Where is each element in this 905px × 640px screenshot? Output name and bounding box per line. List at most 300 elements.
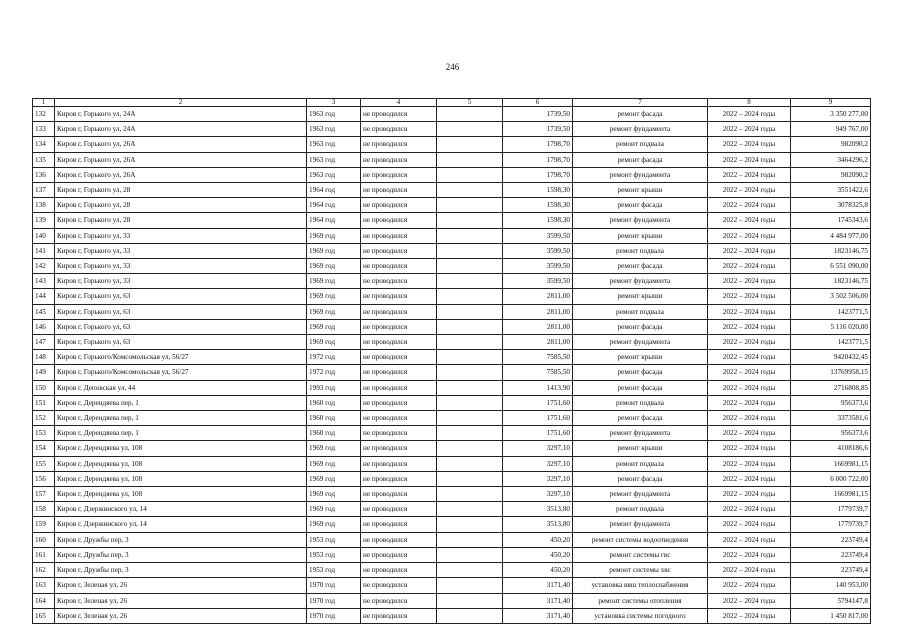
address-cell: Киров г, Дзержинского ул, 14 [55,502,307,517]
build-year-cell: 1969 год [307,289,361,304]
empty-cell [437,122,503,137]
empty-cell [437,183,503,198]
last-repair-cell: не проводился [361,335,437,350]
work-type-cell: ремонт фундамента [573,335,708,350]
last-repair-cell: не проводился [361,608,437,623]
empty-cell [437,380,503,395]
area-cell: 1751,60 [503,411,573,426]
address-cell: Киров г, Дзержинского ул, 14 [55,517,307,532]
column-number: 8 [708,99,791,107]
area-cell: 3171,40 [503,578,573,593]
table-row [33,578,871,593]
row-number: 154 [33,441,55,456]
period-cell: 2022 – 2024 годы [708,395,791,410]
cost-cell: 140 953,00 [791,578,871,593]
table-body [33,99,871,624]
work-type-cell: ремонт фундамента [573,274,708,289]
table-row [33,259,871,274]
address-cell: Киров г, Зеленая ул, 26 [55,593,307,608]
last-repair-cell: не проводился [361,213,437,228]
row-number: 139 [33,213,55,228]
cost-cell: 1669981,15 [791,487,871,502]
cost-cell: 1423771,5 [791,335,871,350]
table-row [33,441,871,456]
column-number: 6 [503,99,573,107]
area-cell: 450,20 [503,563,573,578]
period-cell: 2022 – 2024 годы [708,137,791,152]
cost-cell: 5794147,8 [791,593,871,608]
area-cell: 3599,50 [503,274,573,289]
row-number: 138 [33,198,55,213]
period-cell: 2022 – 2024 годы [708,319,791,334]
last-repair-cell: не проводился [361,502,437,517]
last-repair-cell: не проводился [361,365,437,380]
build-year-cell: 1964 год [307,183,361,198]
column-number: 1 [33,99,55,107]
empty-cell [437,198,503,213]
empty-cell [437,395,503,410]
period-cell: 2022 – 2024 годы [708,487,791,502]
cost-cell: 223749,4 [791,563,871,578]
period-cell: 2022 – 2024 годы [708,198,791,213]
empty-cell [437,274,503,289]
cost-cell: 9420432,45 [791,350,871,365]
row-number: 144 [33,289,55,304]
area-cell: 1798,70 [503,152,573,167]
row-number: 163 [33,578,55,593]
period-cell: 2022 – 2024 годы [708,107,791,122]
area-cell: 3297,10 [503,487,573,502]
cost-cell: 3551422,6 [791,183,871,198]
empty-cell [437,471,503,486]
empty-cell [437,517,503,532]
address-cell: Киров г, Дерендяева ул, 108 [55,456,307,471]
table-row [33,380,871,395]
work-type-cell: ремонт подвала [573,395,708,410]
row-number: 133 [33,122,55,137]
period-cell: 2022 – 2024 годы [708,259,791,274]
build-year-cell: 1953 год [307,547,361,562]
last-repair-cell: не проводился [361,395,437,410]
work-type-cell: ремонт системы отопления [573,593,708,608]
period-cell: 2022 – 2024 годы [708,441,791,456]
area-cell: 1798,70 [503,167,573,182]
table-row [33,183,871,198]
work-type-cell: ремонт фасада [573,471,708,486]
empty-cell [437,289,503,304]
period-cell: 2022 – 2024 годы [708,365,791,380]
row-number: 149 [33,365,55,380]
cost-cell: 6 551 090,00 [791,259,871,274]
period-cell: 2022 – 2024 годы [708,411,791,426]
row-number: 158 [33,502,55,517]
table-row [33,137,871,152]
row-number: 140 [33,228,55,243]
empty-cell [437,243,503,258]
period-cell: 2022 – 2024 годы [708,608,791,623]
last-repair-cell: не проводился [361,228,437,243]
table-row [33,517,871,532]
table-row [33,456,871,471]
area-cell: 1751,60 [503,426,573,441]
last-repair-cell: не проводился [361,547,437,562]
empty-cell [437,335,503,350]
period-cell: 2022 – 2024 годы [708,183,791,198]
row-number: 143 [33,274,55,289]
empty-cell [437,213,503,228]
period-cell: 2022 – 2024 годы [708,167,791,182]
empty-cell [437,441,503,456]
cost-cell: 4 484 977,00 [791,228,871,243]
cost-cell: 3373581,6 [791,411,871,426]
address-cell: Киров г, Горького ул, 63 [55,335,307,350]
work-type-cell: ремонт фундамента [573,426,708,441]
work-type-cell: установка системы погодного [573,608,708,623]
row-number: 155 [33,456,55,471]
table-row [33,593,871,608]
last-repair-cell: не проводился [361,441,437,456]
row-number: 147 [33,335,55,350]
work-type-cell: ремонт подвала [573,304,708,319]
address-cell: Киров г, Дружбы пер, 3 [55,547,307,562]
row-number: 153 [33,426,55,441]
build-year-cell: 1960 год [307,426,361,441]
column-number: 2 [55,99,307,107]
build-year-cell: 1969 год [307,274,361,289]
table-row [33,335,871,350]
work-type-cell: ремонт крыши [573,289,708,304]
table-row [33,274,871,289]
cost-cell: 956373,6 [791,426,871,441]
address-cell: Киров г, Горького ул, 26А [55,152,307,167]
work-type-cell: ремонт подвала [573,137,708,152]
last-repair-cell: не проводился [361,137,437,152]
table-row [33,563,871,578]
cost-cell: 2716808,85 [791,380,871,395]
area-cell: 3513,80 [503,517,573,532]
cost-cell: 4108186,6 [791,441,871,456]
work-type-cell: ремонт фасада [573,259,708,274]
table-row [33,426,871,441]
last-repair-cell: не проводился [361,471,437,486]
cost-cell: 1779739,7 [791,502,871,517]
cost-cell: 3 350 277,00 [791,107,871,122]
cost-cell: 6 000 722,00 [791,471,871,486]
row-number: 165 [33,608,55,623]
last-repair-cell: не проводился [361,563,437,578]
last-repair-cell: не проводился [361,350,437,365]
last-repair-cell: не проводился [361,289,437,304]
build-year-cell: 1972 год [307,350,361,365]
build-year-cell: 1972 год [307,365,361,380]
address-cell: Киров г, Дерендяева пер, 1 [55,395,307,410]
work-type-cell: ремонт фасада [573,152,708,167]
last-repair-cell: не проводился [361,198,437,213]
row-number: 134 [33,137,55,152]
address-cell: Киров г, Горького ул, 33 [55,228,307,243]
build-year-cell: 1969 год [307,243,361,258]
empty-cell [437,593,503,608]
empty-cell [437,365,503,380]
area-cell: 3599,50 [503,243,573,258]
work-type-cell: ремонт фасада [573,380,708,395]
address-cell: Киров г, Дерендяева пер, 1 [55,426,307,441]
last-repair-cell: не проводился [361,456,437,471]
area-cell: 1413,90 [503,380,573,395]
area-cell: 1751,60 [503,395,573,410]
build-year-cell: 1969 год [307,304,361,319]
work-type-cell: ремонт подвала [573,456,708,471]
period-cell: 2022 – 2024 годы [708,228,791,243]
work-type-cell: ремонт фундамента [573,517,708,532]
row-number: 164 [33,593,55,608]
cost-cell: 223749,4 [791,532,871,547]
empty-cell [437,152,503,167]
empty-cell [437,487,503,502]
table-row [33,289,871,304]
build-year-cell: 1963 год [307,152,361,167]
build-year-cell: 1960 год [307,395,361,410]
build-year-cell: 1964 год [307,198,361,213]
empty-cell [437,608,503,623]
table-row [33,122,871,137]
area-cell: 7585,50 [503,365,573,380]
table-row [33,487,871,502]
build-year-cell: 1969 год [307,319,361,334]
table-row [33,198,871,213]
column-number: 7 [573,99,708,107]
build-year-cell: 1953 год [307,563,361,578]
period-cell: 2022 – 2024 годы [708,502,791,517]
period-cell: 2022 – 2024 годы [708,532,791,547]
area-cell: 3297,10 [503,441,573,456]
cost-cell: 223749,4 [791,547,871,562]
cost-cell: 949 767,00 [791,122,871,137]
cost-cell: 1423771,5 [791,304,871,319]
period-cell: 2022 – 2024 годы [708,243,791,258]
work-type-cell: ремонт фундамента [573,167,708,182]
address-cell: Киров г, Горького ул, 33 [55,243,307,258]
work-type-cell: установка ввш теплоснабжения [573,578,708,593]
period-cell: 2022 – 2024 годы [708,289,791,304]
area-cell: 3171,40 [503,608,573,623]
work-type-cell: ремонт системы хвс [573,563,708,578]
table-row [33,350,871,365]
work-type-cell: ремонт фундамента [573,213,708,228]
work-type-cell: ремонт фундамента [573,487,708,502]
column-number-row [33,99,871,107]
area-cell: 3599,50 [503,228,573,243]
empty-cell [437,502,503,517]
address-cell: Киров г, Горького ул, 24А [55,122,307,137]
area-cell: 3513,80 [503,502,573,517]
row-number: 145 [33,304,55,319]
area-cell: 1739,50 [503,107,573,122]
area-cell: 450,20 [503,532,573,547]
cost-cell: 1823146,75 [791,243,871,258]
build-year-cell: 1969 год [307,259,361,274]
build-year-cell: 1964 год [307,213,361,228]
address-cell: Киров г, Зеленая ул, 26 [55,608,307,623]
last-repair-cell: не проводился [361,593,437,608]
build-year-cell: 1969 год [307,441,361,456]
last-repair-cell: не проводился [361,107,437,122]
address-cell: Киров г, Зеленая ул, 26 [55,578,307,593]
cost-cell: 982090,2 [791,137,871,152]
column-number: 4 [361,99,437,107]
cost-cell: 3078325,8 [791,198,871,213]
address-cell: Киров г, Деповская ул, 44 [55,380,307,395]
work-type-cell: ремонт системы водоотведения [573,532,708,547]
address-cell: Киров г, Горького ул, 63 [55,319,307,334]
build-year-cell: 1969 год [307,471,361,486]
area-cell: 2811,00 [503,289,573,304]
row-number: 159 [33,517,55,532]
cost-cell: 5 116 020,00 [791,319,871,334]
last-repair-cell: не проводился [361,532,437,547]
row-number: 156 [33,471,55,486]
address-cell: Киров г, Горького ул, 26А [55,137,307,152]
build-year-cell: 1969 год [307,456,361,471]
table-row [33,608,871,623]
work-type-cell: ремонт фасада [573,198,708,213]
work-type-cell: ремонт фасада [573,411,708,426]
empty-cell [437,259,503,274]
empty-cell [437,350,503,365]
last-repair-cell: не проводился [361,487,437,502]
column-number: 5 [437,99,503,107]
last-repair-cell: не проводился [361,183,437,198]
work-type-cell: ремонт крыши [573,441,708,456]
last-repair-cell: не проводился [361,167,437,182]
work-type-cell: ремонт фасада [573,319,708,334]
row-number: 132 [33,107,55,122]
last-repair-cell: не проводился [361,122,437,137]
table-row [33,167,871,182]
area-cell: 1598,30 [503,213,573,228]
period-cell: 2022 – 2024 годы [708,350,791,365]
table-row [33,502,871,517]
row-number: 146 [33,319,55,334]
address-cell: Киров г, Дружбы пер, 3 [55,532,307,547]
build-year-cell: 1969 год [307,517,361,532]
row-number: 162 [33,563,55,578]
address-cell: Киров г, Горького ул, 24А [55,107,307,122]
empty-cell [437,304,503,319]
table-row [33,532,871,547]
last-repair-cell: не проводился [361,152,437,167]
address-cell: Киров г, Горького/Комсомольская ул, 56/27 [55,365,307,380]
row-number: 157 [33,487,55,502]
cost-cell: 1823146,75 [791,274,871,289]
work-type-cell: ремонт подвала [573,502,708,517]
last-repair-cell: не проводился [361,517,437,532]
address-cell: Киров г, Дерендяева ул, 108 [55,471,307,486]
row-number: 141 [33,243,55,258]
table-row [33,411,871,426]
table-row [33,471,871,486]
empty-cell [437,228,503,243]
period-cell: 2022 – 2024 годы [708,304,791,319]
cost-cell: 13769958,15 [791,365,871,380]
work-type-cell: ремонт крыши [573,183,708,198]
empty-cell [437,563,503,578]
area-cell: 3599,50 [503,259,573,274]
address-cell: Киров г, Горького ул, 28 [55,198,307,213]
last-repair-cell: не проводился [361,578,437,593]
table-row [33,243,871,258]
build-year-cell: 1970 год [307,593,361,608]
row-number: 135 [33,152,55,167]
last-repair-cell: не проводился [361,411,437,426]
last-repair-cell: не проводился [361,426,437,441]
address-cell: Киров г, Дерендяева ул, 108 [55,441,307,456]
work-type-cell: ремонт фундамента [573,122,708,137]
empty-cell [437,319,503,334]
table-row [33,228,871,243]
last-repair-cell: не проводился [361,304,437,319]
work-type-cell: ремонт фасада [573,107,708,122]
area-cell: 450,20 [503,547,573,562]
last-repair-cell: не проводился [361,259,437,274]
address-cell: Киров г, Горького ул, 33 [55,259,307,274]
address-cell: Киров г, Горького ул, 63 [55,304,307,319]
area-cell: 3171,40 [503,593,573,608]
address-cell: Киров г, Дерендяева ул, 108 [55,487,307,502]
build-year-cell: 1970 год [307,578,361,593]
area-cell: 1739,50 [503,122,573,137]
last-repair-cell: не проводился [361,380,437,395]
period-cell: 2022 – 2024 годы [708,563,791,578]
address-cell: Киров г, Дружбы пер, 3 [55,563,307,578]
row-number: 142 [33,259,55,274]
empty-cell [437,167,503,182]
build-year-cell: 1969 год [307,228,361,243]
build-year-cell: 1969 год [307,502,361,517]
build-year-cell: 1963 год [307,122,361,137]
table-row [33,107,871,122]
empty-cell [437,456,503,471]
address-cell: Киров г, Горького ул, 28 [55,213,307,228]
build-year-cell: 1993 год [307,380,361,395]
cost-cell: 982090,2 [791,167,871,182]
empty-cell [437,411,503,426]
address-cell: Киров г, Горького ул, 63 [55,289,307,304]
build-year-cell: 1969 год [307,335,361,350]
build-year-cell: 1960 год [307,411,361,426]
area-cell: 1598,30 [503,183,573,198]
cost-cell: 3 502 506,00 [791,289,871,304]
cost-cell: 3464296,2 [791,152,871,167]
cost-cell: 1779739,7 [791,517,871,532]
empty-cell [437,532,503,547]
row-number: 151 [33,395,55,410]
area-cell: 1798,70 [503,137,573,152]
area-cell: 1598,30 [503,198,573,213]
period-cell: 2022 – 2024 годы [708,274,791,289]
area-cell: 3297,10 [503,471,573,486]
table-row [33,395,871,410]
empty-cell [437,547,503,562]
row-number: 161 [33,547,55,562]
build-year-cell: 1963 год [307,167,361,182]
build-year-cell: 1969 год [307,487,361,502]
column-number: 3 [307,99,361,107]
row-number: 137 [33,183,55,198]
period-cell: 2022 – 2024 годы [708,578,791,593]
empty-cell [437,107,503,122]
row-number: 136 [33,167,55,182]
